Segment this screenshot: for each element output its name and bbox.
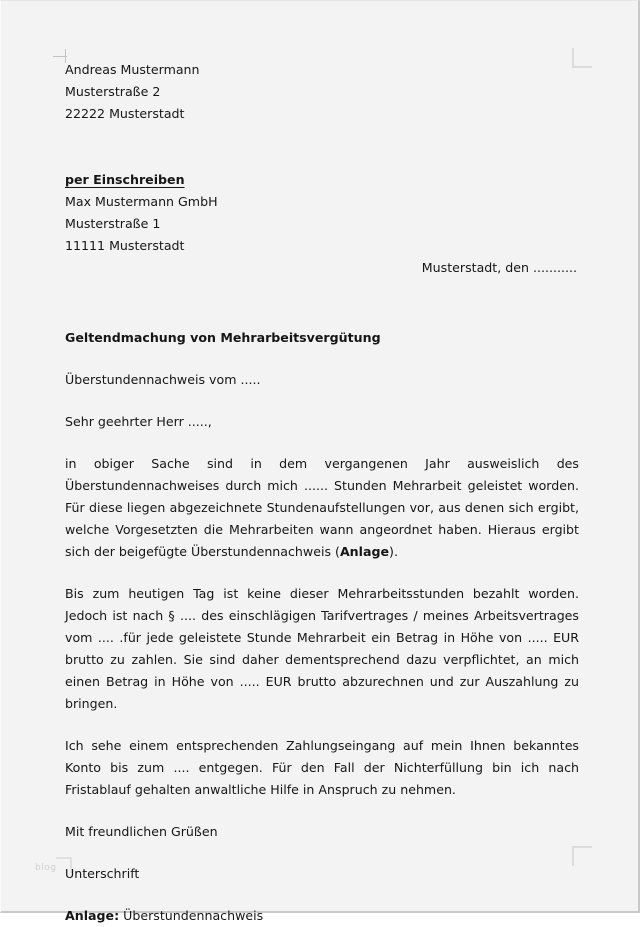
spacer-after-paragraph-3: [65, 801, 579, 821]
paragraph-1-text-b: ).: [389, 544, 398, 559]
subject-line: Geltendmachung von Mehrarbeitsvergütung: [65, 330, 381, 345]
spacer-before-attachment: [65, 885, 579, 905]
spacer-after-salutation: [65, 433, 579, 453]
paragraph-3: Ich sehe einem entsprechenden Zahlungseingang auf mein Ihnen bekanntes Konto bis zum .... entgegen. Für den Fall der Nichterfüllung bin ich nach Fristablauf gehalten anwaltliche Hilfe in Anspruch zu nehmen.: [65, 738, 579, 797]
paragraph-1: [65, 453, 579, 563]
recipient-company: Max Mustermann GmbH: [65, 194, 218, 209]
sender-address-block: [65, 59, 579, 125]
attachment-line: [65, 905, 579, 927]
recipient-street: Musterstraße 1: [65, 216, 161, 231]
crop-mark-horizontal-tick: [53, 56, 67, 57]
reference-line: Überstundennachweis vom .....: [65, 372, 261, 387]
spacer-after-paragraph-1: [65, 563, 579, 583]
spacer-before-subject: [65, 279, 579, 327]
signature-placeholder: Unterschrift: [65, 866, 140, 881]
letter-body: [65, 59, 579, 927]
date-line: Musterstadt, den ...........: [421, 260, 577, 275]
paragraph-1-attachment-emphasis: Anlage: [339, 544, 390, 559]
spacer-before-signature: [65, 843, 579, 863]
recipient-address-block: [65, 169, 579, 257]
spacer-after-reference: [65, 391, 579, 411]
sender-name: Andreas Mustermann: [65, 62, 200, 77]
spacer-after-subject: [65, 349, 579, 369]
closing-greeting: Mit freundlichen Grüßen: [65, 824, 218, 839]
sender-street: Musterstraße 2: [65, 84, 161, 99]
attachment-value: Überstundennachweis: [123, 908, 264, 923]
spacer-after-sender: [65, 125, 579, 169]
spacer-after-paragraph-2: [65, 715, 579, 735]
paragraph-2: Bis zum heutigen Tag ist keine dieser Mehrarbeitsstunden bezahlt worden. Jedoch ist nach § .... des einschlägigen Tarifvertrages / meines Arbeitsvertrages vom .... .für jede geleistete Stunde Mehrarbeit ein Betrag in Höhe von ..... EUR brutto zu zahlen. Sie sind daher dementsprechend dazu verpflichtet, an mich einen Betrag in Höhe von ..... EUR brutto abzurechnen und zur Auszahlung zu bringen.: [65, 586, 579, 711]
salutation: Sehr geehrter Herr .....,: [65, 414, 212, 429]
attachment-label: Anlage:: [65, 908, 120, 923]
delivery-note: per Einschreiben: [65, 172, 185, 187]
watermark-label: blog: [35, 863, 57, 873]
paragraph-1-text-a: in obiger Sache sind in dem vergangenen Jahr ausweislich des Überstundennachweises durch mich ...... Stunden Mehrarbeit geleistet worden. Für diese liegen abgezeichnete Stundenaufstellungen vor, aus denen sich ergibt, welche Vorgesetzten die Mehrarbeiten wann angeordnet haben. Hieraus ergibt sich der beigefügte Überstundennachweis (: [65, 456, 579, 559]
sender-city: 22222 Musterstadt: [65, 106, 185, 121]
recipient-city: 11111 Musterstadt: [65, 238, 185, 253]
